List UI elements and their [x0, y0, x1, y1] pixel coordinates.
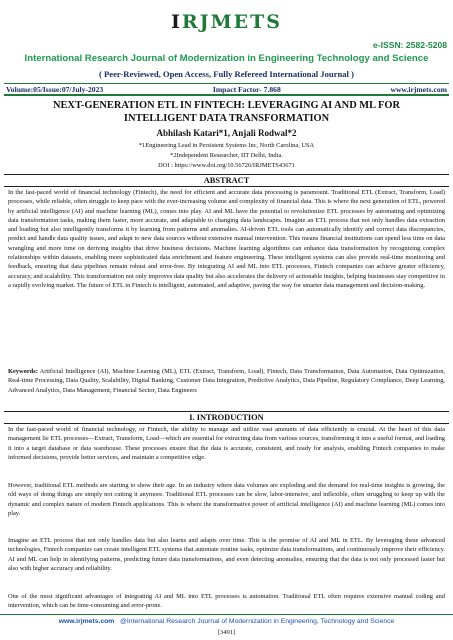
- page-number: [3491]: [217, 629, 236, 636]
- abstract-heading: ABSTRACT: [4, 174, 449, 187]
- affiliation-2: *2Independent Researcher, IIT Delhi, India.: [170, 152, 283, 159]
- paper-title: NEXT-GENERATION ETL IN FINTECH: LEVERAGING AI AND ML FOR INTELLIGENT DATA TRANSFORMATION: [53, 100, 400, 124]
- peer-review-note: ( Peer-Reviewed, Open Access, Fully Refereed International Journal ): [99, 69, 354, 79]
- page-footer: [0, 614, 453, 629]
- keywords: [8, 367, 445, 395]
- affiliation-1: *1Engineering Lead in Persistent Systems Inc, North Carolina, USA: [138, 142, 315, 149]
- doi-link[interactable]: DOI : https://www.doi.org/10.56726/IRJMETS43671: [158, 162, 295, 169]
- intro-paragraph-1: In the fast-paced world of financial technology, or Fintech, the ability to manage and utilize vast amounts of data efficiently is crucial. At the heart of this data management lie ETL processes—Extract, Transform, Load—which are essential for extracting data from various sources, transforming it into a useful format, and loading it into a target database or data warehouse. These processes ensure that the data is accurate, consistent, and ready for analysis, enabling Fintech companies to make informed decisions, provide better services, and maintain a competitive edge.: [8, 426, 445, 461]
- logo-text: IRJMETS: [170, 11, 283, 33]
- footer-website[interactable]: www.irjmets.com: [58, 618, 115, 625]
- intro-paragraph-4: One of the most significant advantages of integrating AI and ML into ETL processes is automation. Traditional ETL often requires extensive manual coding and intervention, which can be time-consuming and error-prone.: [8, 593, 445, 610]
- footer-copyright: @International Research Journal of Modernization in Engineering, Technology and Science: [120, 618, 395, 625]
- journal-website[interactable]: www.irjmets.com: [390, 84, 447, 94]
- keywords-list: Artificial Intelligence (AI), Machine Learning (ML), ETL (Extract, Transform, Load), Fintech, Data Transformation, Data Automation, Data Optimization, Real-time Processing, Data Quality, Scalability, Digital Banking, Customer Data Integration, Predictive Analytics, Data Pipeline, Regulatory Compliance, Deep Learning, Advanced Analytics, Data Management, Financial Sector, Data Engineers: [8, 368, 446, 394]
- journal-logo: [0, 4, 453, 40]
- issn: e-ISSN: 2582-5208: [372, 40, 447, 50]
- keywords-label: Keywords:: [8, 368, 38, 375]
- journal-name: International Research Journal of Modernization in Engineering Technology and Science: [24, 53, 429, 64]
- impact-factor: Impact Factor- 7.868: [212, 84, 281, 94]
- intro-paragraph-3: Imagine an ETL process that not only handles data but also learns and adapts over time. This is the promise of AI and ML in ETL. By leveraging these advanced technologies, Fintech companies can create intelligent ETL systems that automate routine tasks, optimize data transformations, and continuously improve their efficiency. AI and ML can help in identifying patterns, predicting future data transformations, and even detecting anomalies, ensuring that the data is not only processed faster but also with higher accuracy and reliability.: [8, 537, 445, 572]
- volume-issue: Volume:05/Issue:07/July-2023: [6, 84, 104, 94]
- intro-paragraph-2: However, traditional ETL methods are starting to show their age. In an industry where data volumes are exploding and the demand for real-time insights is growing, the old ways of doing things are simply not cutting it anymore. Traditional ETL processes can be slow, labor-intensive, and inflexible, often struggling to keep up with the dynamic and complex nature of modern Fintech applications. This is where the transformative power of artificial intelligence (AI) and machine learning (ML) comes into play.: [8, 482, 445, 517]
- introduction-heading: I. INTRODUCTION: [4, 411, 449, 424]
- volume-bar: [4, 83, 449, 96]
- abstract-text: In the fast-paced world of financial technology (Fintech), the need for efficient and accurate data processing is paramount. Traditional ETL (Extract, Transform, Load) processes, while reliable, often struggle to keep pace with the ever-increasing volume and complexity of financial data. This is where the next generation of ETL, powered by artificial intelligence (AI) and machine learning (ML), comes into play. AI and ML have the potential to revolutionize ETL processes by automating and optimizing data transformation tasks, making them faster, more accurate, and adaptable to changing data landscapes. Imagine an ETL process that not only handles data extraction and loading but also intelligently transforms it by learning from patterns and anomalies. AI-driven ETL tools can automatically identify and correct data discrepancies, predict and handle data quality issues, and adapt to new data sources without extensive manual intervention. This means financial institutions can spend less time on data wrangling and more time on deriving insights that drive business decisions. Machine learning algorithms can enhance data transformation by recognizing complex relationships within datasets, enabling more sophisticated data enrichment and feature engineering. These intelligent systems can also provide real-time monitoring and feedback, ensuring that data pipelines remain robust and error-free. By integrating AI and ML into ETL processes, Fintech companies can achieve greater efficiency, accuracy, and scalability. This transformation not only improves data quality but also accelerates the delivery of actionable insights, helping businesses stay competitive in a rapidly evolving market. The future of ETL in Fintech is intelligent, automated, and adaptive, paving the way for smarter data management and decision-making.: [8, 189, 445, 289]
- paper-authors: Abhilash Katari*1, Anjali Rodwal*2: [156, 128, 297, 138]
